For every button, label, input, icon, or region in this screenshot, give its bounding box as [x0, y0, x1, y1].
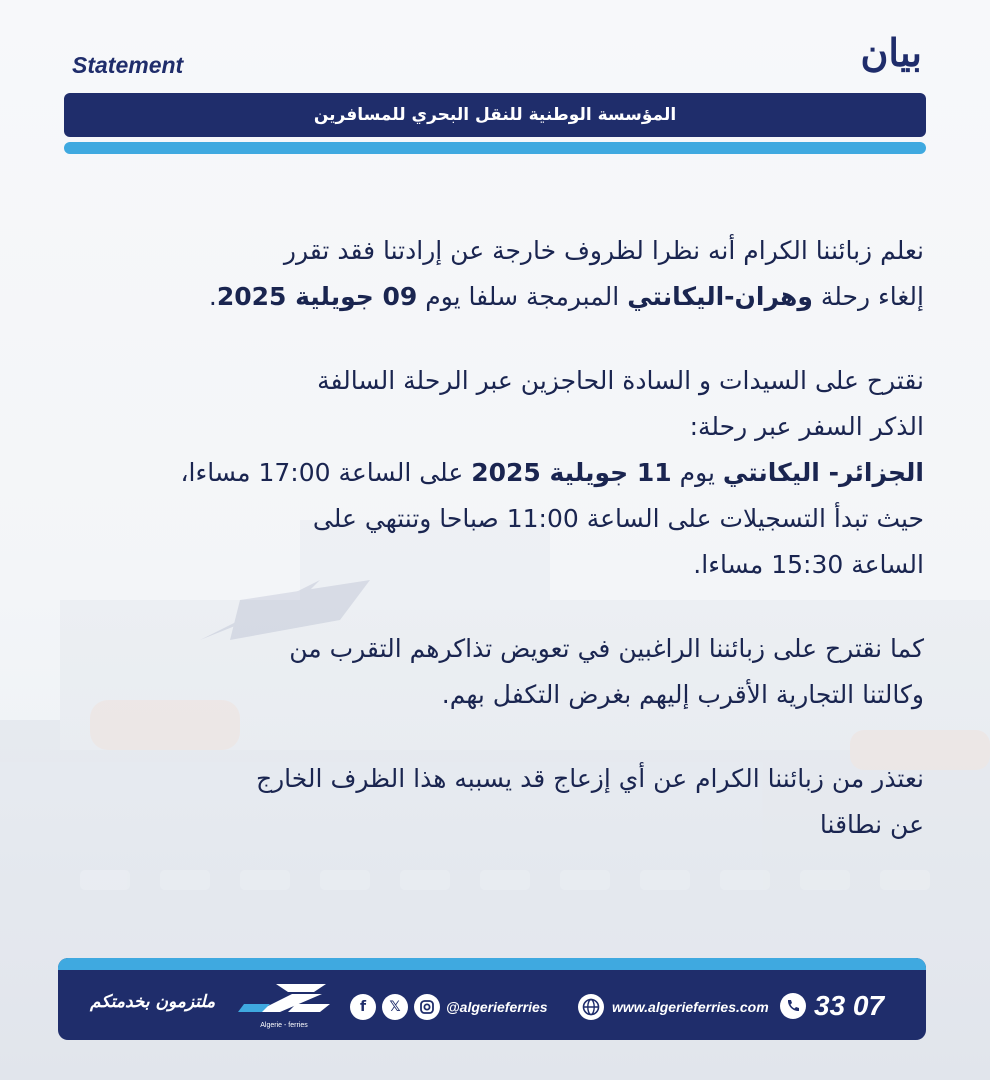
text-fragment: على الساعة 17:00 مساءا، — [180, 458, 472, 487]
paragraph-refund — [62, 626, 924, 718]
globe-icon — [578, 994, 604, 1020]
facebook-icon[interactable]: f — [350, 994, 376, 1020]
x-icon[interactable]: 𝕏 — [382, 994, 408, 1020]
organization-name: المؤسسة الوطنية للنقل البحري للمسافرين — [313, 105, 677, 125]
paragraph-line: وكالتنا التجارية الأقرب إليهم بغرض التكفل بهم. — [441, 680, 924, 709]
paragraph-line: نعتذر من زبائننا الكرام عن أي إزعاج قد يسببه هذا الظرف الخارج — [255, 764, 924, 793]
algerie-ferries-logo — [236, 982, 332, 1029]
organization-banner — [64, 93, 926, 137]
paragraph-apology — [62, 756, 924, 848]
text-fragment: . — [208, 282, 217, 311]
text-fragment: إلغاء رحلة — [812, 282, 924, 311]
cancelled-date: 09 جويلية 2025 — [216, 282, 418, 311]
accent-divider — [64, 142, 926, 154]
slogan: ملتزمون بخدمتكم — [90, 992, 216, 1012]
logo-caption: Algerie - ferries — [260, 1022, 308, 1029]
website-url: www.algerieferries.com — [612, 999, 769, 1015]
phone-number: 33 07 — [814, 990, 885, 1021]
paragraph-line: الذكر السفر عبر رحلة: — [689, 412, 924, 441]
statement-body — [62, 228, 924, 848]
alternative-date: 11 جويلية 2025 — [471, 458, 672, 487]
paragraph-alternative — [62, 358, 924, 588]
paragraph-line: حيث تبدأ التسجيلات على الساعة 11:00 صباحا وتنتهي على — [312, 504, 924, 533]
paragraph-line — [62, 274, 924, 320]
paragraph-line — [62, 450, 924, 496]
text-fragment: يوم — [671, 458, 723, 487]
cancelled-route: وهران-اليكانتي — [627, 282, 813, 311]
paragraph-line: نعلم زبائننا الكرام أنه نظرا لظروف خارجة عن إرادتنا فقد تقرر — [283, 236, 924, 265]
paragraph-line: نقترح على السيدات و السادة الحاجزين عبر الرحلة السالفة — [317, 366, 924, 395]
footer-content — [58, 972, 926, 1040]
logo-mark-icon — [236, 982, 332, 1020]
paragraph-line: عن نطاقنا — [819, 810, 924, 839]
statement-title-english: Statement — [72, 52, 184, 78]
paragraph-cancellation — [62, 228, 924, 320]
social-links — [350, 994, 548, 1020]
instagram-icon[interactable] — [414, 994, 440, 1020]
website-link[interactable] — [578, 994, 769, 1020]
footer-bar — [58, 958, 926, 1040]
text-fragment: المبرمجة سلفا يوم — [417, 282, 628, 311]
social-handle[interactable]: @algerieferries — [446, 999, 548, 1015]
phone-icon — [780, 993, 806, 1019]
paragraph-line: الساعة 15:30 مساءا. — [693, 550, 924, 579]
phone-contact[interactable] — [780, 990, 884, 1022]
statement-title-arabic: بيان — [860, 30, 922, 75]
footer-accent-line — [58, 958, 926, 970]
paragraph-line: كما نقترح على زبائننا الراغبين في تعويض تذاكرهم التقرب من — [289, 634, 924, 663]
alternative-route: الجزائر- اليكانتي — [722, 458, 924, 487]
